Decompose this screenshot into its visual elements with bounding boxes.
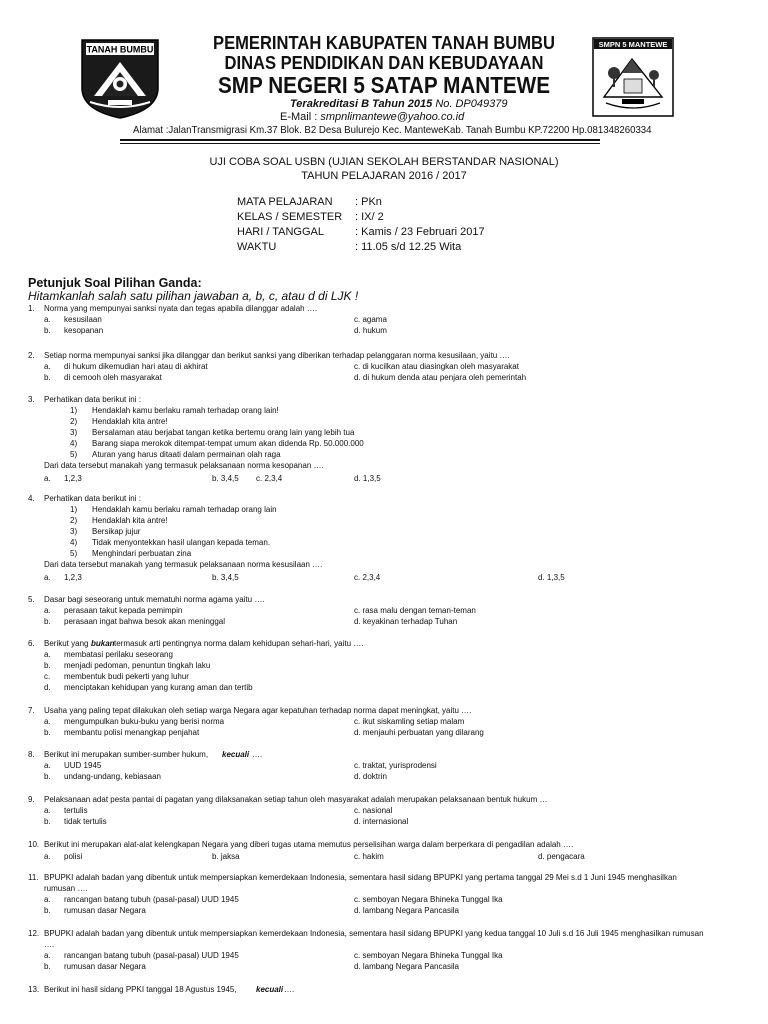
question-text: rancangan batang tubuh (pasal-pasal) UUD 1945 (64, 951, 239, 960)
question-text: Hendaklah kamu berlaku ramah terhadap orang lain (92, 505, 277, 514)
question-text: membatasi perilaku seseorang (64, 650, 173, 659)
question-text: BPUPKI adalah badan yang dibentuk untuk mempersiapkan kemerdekaan Indonesia, sementara hasil sidang BPUPKI yang pertama tanggal 29 Mei s.d 1 Juni 1945 menghasilkan (44, 873, 677, 882)
question-text: a. (44, 895, 51, 904)
question-text: rancangan batang tubuh (pasal-pasal) UUD 1945 (64, 895, 239, 904)
question-text: 7. (28, 706, 35, 715)
question-text: 9. (28, 795, 35, 804)
question-text: Setiap norma mempunyai sanksi jika dilanggar dan berikut sanksi yang diberikan terhadap pelanggaran norma kesusilaan, yaitu …. (44, 351, 510, 360)
question-text: 5. (28, 595, 35, 604)
question-text: kesusilaan (64, 315, 102, 324)
question-text: Dari data tersebut manakah yang termasuk pelaksanaan norma kesusilaan …. (44, 560, 323, 569)
question-text: BPUPKI adalah badan yang dibentuk untuk mempersiapkan kemerdekaan Indonesia, sementara hasil sidang BPUPKI yang kedua tanggal 10 Juli s.d 16 Juli 1945 menghasilkan rumusan (44, 929, 704, 938)
question-text: 3) (70, 428, 78, 437)
question-text: a. (44, 650, 51, 659)
meta-value: : 11.05 s/d 12.25 Wita (355, 241, 462, 253)
question-text: Perhatikan data berikut ini : (44, 395, 141, 404)
question-text: c. nasional (354, 806, 393, 815)
question-text: a. (44, 573, 51, 582)
question-text: Dasar bagi seseorang untuk mematuhi norma agama yaitu …. (44, 595, 265, 604)
question-text: 1) (70, 406, 78, 415)
question-text: rumusan …. (44, 884, 88, 893)
question-text: rumusan dasar Negara (64, 906, 146, 915)
question-text: 1,2,3 (64, 573, 82, 582)
question-text: b. (44, 373, 51, 382)
question-text: 4) (70, 538, 78, 547)
question-text: …. (44, 940, 55, 949)
question-text: d. lambang Negara Pancasila (354, 962, 459, 971)
question-text: di cemooh oleh masyarakat (64, 373, 162, 382)
accreditation (290, 98, 507, 110)
question-text: mengumpulkan buku-buku yang berisi norma (64, 717, 225, 726)
question-text: undang-undang, kebiasaan (64, 772, 161, 781)
question-text: menciptakan kehidupan yang kurang aman dan tertib (64, 683, 253, 692)
meta-key: MATA PELAJARAN (237, 196, 333, 208)
logo-left-label: TANAH BUMBU (86, 44, 154, 55)
exam-year: TAHUN PELAJARAN 2016 / 2017 (301, 170, 467, 182)
question-text: c. hakim (354, 852, 384, 861)
question-text: d. doktrin (354, 772, 387, 781)
question-text: c. agama (354, 315, 387, 324)
question-text: rumusan dasar Negara (64, 962, 146, 971)
question-text: Tidak menyontekkan hasil ulangan kepada teman. (92, 538, 271, 547)
question-text: Berikut ini merupakan sumber-sumber hukum, (44, 750, 209, 759)
question-text: Aturan yang harus ditaati dalam permainan olah raga (92, 450, 281, 459)
question-text: Dari data tersebut manakah yang termasuk pelaksanaan norma kesopanan …. (44, 461, 324, 470)
meta-key: KELAS / SEMESTER (237, 211, 343, 223)
question-text: kecuali (256, 985, 284, 994)
question-text: 11. (28, 873, 39, 882)
question-text: 8. (28, 750, 35, 759)
question-text: c. semboyan Negara Bhineka Tunggal Ika (354, 951, 503, 960)
email-label: E-Mail : (280, 111, 318, 123)
question-text: 2) (70, 516, 78, 525)
question-text: tertulis (64, 806, 88, 815)
question-text: polisi (64, 852, 83, 861)
question-text: a. (44, 717, 51, 726)
question-text: membentuk budi pekerti yang luhur (64, 672, 189, 681)
question-text: 3. (28, 395, 35, 404)
question-text: d. 1,3,5 (354, 474, 381, 483)
question-text: d. internasional (354, 817, 409, 826)
question-text: a. (44, 806, 51, 815)
question-text: 2) (70, 417, 78, 426)
question-text: a. (44, 852, 51, 861)
header-government: PEMERINTAH KABUPATEN TANAH BUMBU (213, 33, 555, 53)
question-text: b. (44, 772, 51, 781)
question-text: a. (44, 761, 51, 770)
meta-value: : Kamis / 23 Februari 2017 (355, 226, 485, 238)
question-text: Bersikap jujur (92, 527, 141, 536)
question-text: d. pengacara (538, 852, 585, 861)
question-text: di hukum dikemudian hari atau di akhirat (64, 362, 208, 371)
question-text: Hendaklah kamu berlaku ramah terhadap orang lain! (92, 406, 279, 415)
section-heading: Petunjuk Soal Pilihan Ganda: (28, 276, 202, 290)
header-school-name: SMP NEGERI 5 SATAP MANTEWE (217, 72, 551, 98)
question-text: kecuali (222, 750, 250, 759)
question-text: Barang siapa merokok ditempat-tempat umum akan didenda Rp. 50.000.000 (92, 439, 364, 448)
question-text: 1. (28, 304, 35, 313)
question-text: 1) (70, 505, 78, 514)
question-text: c. (44, 672, 51, 681)
question-text: d. (44, 683, 51, 692)
question-text: kesopanan (64, 326, 104, 335)
question-text: d. keyakinan terhadap Tuhan (354, 617, 458, 626)
question-text: b. (44, 817, 51, 826)
question-text: d. lambang Negara Pancasila (354, 906, 459, 915)
question-text: c. di kucilkan atau diasingkan oleh masyarakat (354, 362, 519, 371)
question-text: 5) (70, 450, 78, 459)
question-text: b. 3,4,5 (212, 573, 239, 582)
question-text: d. hukum (354, 326, 387, 335)
header-divider-thin (120, 143, 600, 144)
question-text: c. 2,3,4 (256, 474, 283, 483)
question-text: 3) (70, 527, 78, 536)
question-text: 4) (70, 439, 78, 448)
question-text: 6. (28, 639, 35, 648)
question-text: b. 3,4,5 (212, 474, 239, 483)
question-text: b. (44, 906, 51, 915)
question-text: Berikut yang (44, 639, 89, 648)
question-text: perasaan takut kepada pemimpin (64, 606, 183, 615)
question-text: Berikut ini hasil sidang PPKI tanggal 18 Agustus 1945, (44, 985, 237, 994)
question-text: Perhatikan data berikut ini : (44, 494, 141, 503)
question-text: Hendaklah kita antre! (92, 417, 168, 426)
meta-value: : PKn (355, 196, 382, 208)
question-text: Bersalaman atau berjabat tangan ketika bertemu orang lain yang lebih tua (92, 428, 355, 437)
question-text: b. (44, 326, 51, 335)
email-address: smpnlimantewe@yahoo.co.id (320, 111, 465, 123)
section-instruction: Hitamkanlah salah satu pilihan jawaban a, b, c, atau d di LJK ! (28, 289, 359, 303)
question-text: c. 2,3,4 (354, 573, 381, 582)
question-text: 1,2,3 (64, 474, 82, 483)
question-text: d. 1,3,5 (538, 573, 565, 582)
question-text: b. (44, 728, 51, 737)
meta-key: WAKTU (237, 241, 277, 253)
question-text: b. (44, 962, 51, 971)
question-text: Berikut ini merupakan alat-alat kelengkapan Negara yang diberi tugas utama memutus perselisihan warga dalam berperkara di pengadilan adalah …. (44, 840, 574, 849)
question-text: membantu polisi menangkap penjahat (64, 728, 200, 737)
question-text: Pelaksanaan adat pesta pantai di pagatan yang dilaksanakan setiap tahun oleh masyarakat adalah merupakan pelaksanaan bentuk hukum … (44, 795, 548, 804)
question-text: …. (252, 750, 263, 759)
question-text: a. (44, 606, 51, 615)
question-text: 5) (70, 549, 78, 558)
school-email (280, 111, 464, 123)
question-text: a. (44, 474, 51, 483)
question-text: perasaan ingat bahwa besok akan meninggal (64, 617, 226, 626)
question-text: termasuk arti pentingnya norma dalam kehidupan sehari-hari, yaitu …. (114, 639, 364, 648)
question-text: b. jaksa (212, 852, 240, 861)
question-text: d. di hukum denda atau penjara oleh pemerintah (354, 373, 527, 382)
question-text: Menghindari perbuatan zina (92, 549, 192, 558)
question-text: 12. (28, 929, 40, 938)
question-text: UUD 1945 (64, 761, 102, 770)
question-text: bukan (91, 639, 115, 648)
question-text: 10. (28, 840, 40, 849)
question-text: Usaha yang paling tepat dilakukan oleh setiap warga Negara agar kepatuhan terhadap norma dapat meningkat, yaitu …. (44, 706, 472, 715)
question-text: c. traktat, yurisprodensi (354, 761, 437, 770)
header-divider (120, 139, 600, 141)
accreditation-text: Terakreditasi B Tahun 2015 (290, 98, 433, 110)
question-text: c. ikut siskamling setiap malam (354, 717, 465, 726)
question-text: menjadi pedoman, penuntun tingkah laku (64, 661, 211, 670)
question-text: b. (44, 617, 51, 626)
question-text: a. (44, 362, 51, 371)
question-text: c. rasa malu dengan teman-teman (354, 606, 476, 615)
question-text: Norma yang mempunyai sanksi nyata dan tegas apabila dilanggar adalah …. (44, 304, 318, 313)
question-text: a. (44, 951, 51, 960)
question-text: c. semboyan Negara Bhineka Tunggal Ika (354, 895, 503, 904)
question-text: tidak tertulis (64, 817, 107, 826)
question-text: 13. (28, 985, 40, 994)
header-department: DINAS PENDIDIKAN DAN KEBUDAYAAN (224, 53, 544, 73)
question-text: a. (44, 315, 51, 324)
question-text: 4. (28, 494, 35, 503)
school-address: Alamat :JalanTransmigrasi Km.37 Blok. B2 Desa Bulurejo Kec. ManteweKab. Tanah Bumbu KP.72200 Hp.081348260334 (133, 124, 652, 136)
exam-title: UJI COBA SOAL USBN (UJIAN SEKOLAH BERSTANDAR NASIONAL) (209, 156, 559, 168)
question-text: 2. (28, 351, 35, 360)
meta-key: HARI / TANGGAL (237, 226, 325, 238)
question-text: …. (284, 985, 295, 994)
accreditation-number: No. DP049379 (435, 98, 508, 110)
question-text: b. (44, 661, 51, 670)
question-text: d. menjauhi perbuatan yang dilarang (354, 728, 484, 737)
logo-right-label: SMPN 5 MANTEWE (598, 40, 668, 49)
question-text: Hendaklah kita antre! (92, 516, 168, 525)
meta-value: : IX/ 2 (355, 211, 384, 223)
